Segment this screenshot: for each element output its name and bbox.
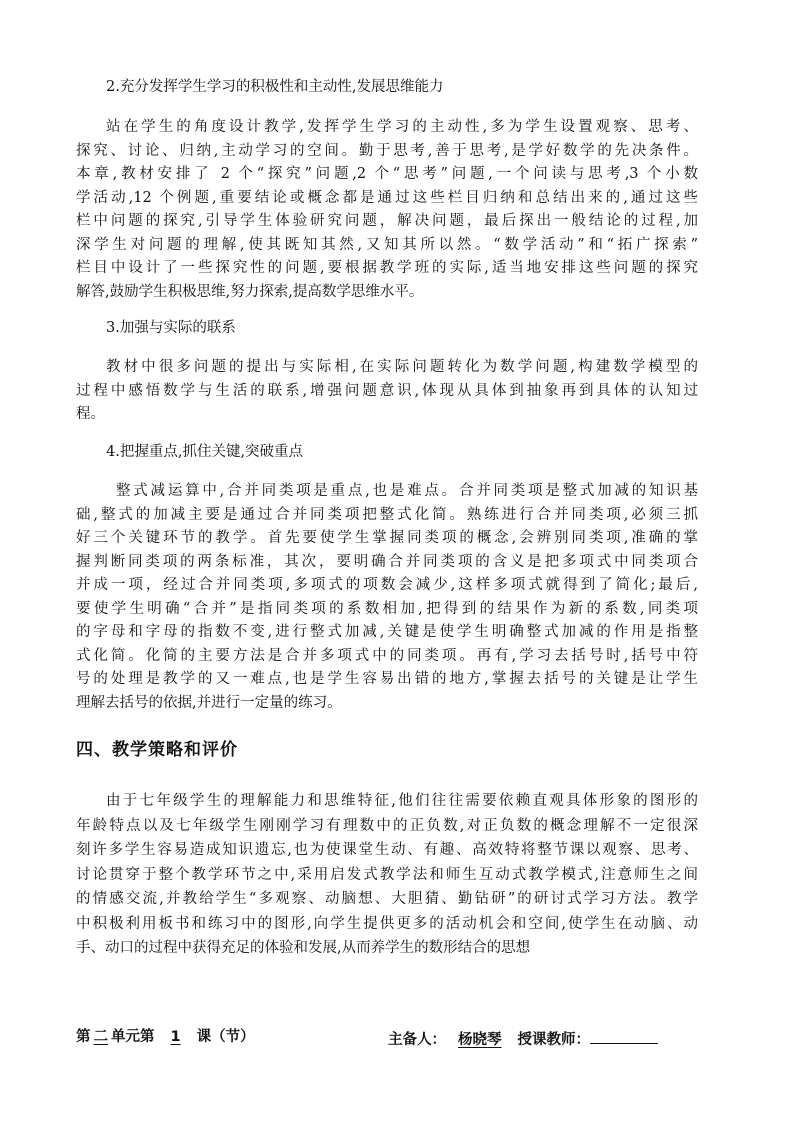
strategy-heading: 四、教学策略和评价 bbox=[76, 740, 238, 760]
paragraph-line: 本章,教材安排了 2 个“探究”问题,2 个“思考”问题,一个问读与思考,3 个小数 bbox=[76, 166, 698, 182]
section-2-paragraph bbox=[76, 116, 698, 304]
preparer-name: 杨晓琴 bbox=[458, 1032, 502, 1048]
section-3-heading: 3.加强与实际的联系 bbox=[106, 320, 236, 336]
teacher-name-field[interactable] bbox=[590, 1025, 658, 1044]
section-2-heading: 2.充分发挥学生学习的积极性和主动性,发展思维能力 bbox=[106, 79, 444, 95]
paragraph-line: 探究、讨论、归纳,主动学习的空间。勤于思考,善于思考,是学好数学的先决条件。 bbox=[76, 142, 698, 159]
paragraph-line: 并成一项，经过合并同类项,多项式的项数会减少,这样多项式就得到了简化;最后, bbox=[76, 577, 698, 593]
paragraph-line: 的情感交流,并教给学生“多观察、动脑想、大胆猜、勤钻研”的研讨式学习方法。教学 bbox=[76, 891, 698, 907]
lesson-footer bbox=[76, 1025, 716, 1049]
staff-info bbox=[388, 1025, 658, 1052]
paragraph-line: 学活动,12 个例题,重要结论或概念都是通过这些栏目归纳和总结出来的,通过这些 bbox=[76, 189, 698, 206]
paragraph-line: 中积极利用板书和练习中的图形,向学生提供更多的活动机会和空间,使学生在动脑、动 bbox=[76, 915, 698, 932]
lesson-number: 1 bbox=[170, 1029, 181, 1045]
paragraph-line: 栏中问题的探究,引导学生体验研究问题，解决问题，最后探出一般结论的过程,加 bbox=[76, 213, 698, 229]
strategy-paragraph bbox=[76, 789, 698, 961]
paragraph-line: 程。 bbox=[76, 406, 105, 422]
section-4-heading: 4.把握重点,抓住关键,突破重点 bbox=[106, 444, 304, 460]
paragraph-line: 握判断同类项的两条标准，其次，要明确合并同类项的含义是把多项式中同类项合 bbox=[76, 553, 698, 570]
paragraph-line: 手、动口的过程中获得充足的体验和发展,从而养学生的数形结合的思想 bbox=[76, 940, 531, 956]
paragraph-line: 解答,鼓励学生积极思维,努力探索,提高数学思维水平。 bbox=[76, 283, 424, 300]
paragraph-line: 整式减运算中,合并同类项是重点,也是难点。合并同类项是整式加减的知识基 bbox=[116, 483, 698, 499]
paragraph-line: 教材中很多问题的提出与实际相,在实际问题转化为数学问题,构建数学模型的 bbox=[106, 359, 698, 375]
paragraph-line: 础,整式的加减主要是通过合并同类项把整式化简。熟练进行合并同类项,必须三抓 bbox=[76, 506, 698, 523]
paragraph-line: 式化简。化简的主要方法是合并多项式中的同类项。再有,学习去括号时,括号中符 bbox=[76, 647, 698, 664]
paragraph-line: 过程中感悟数学与生活的联系,增强问题意识,体现从具体到抽象再到具体的认知过 bbox=[76, 382, 698, 399]
paragraph-line: 号的处理是教学的又一难点,也是学生容易出错的地方,掌握去括号的关键是让学生 bbox=[76, 671, 698, 687]
paragraph-line: 年龄特点以及七年级学生刚刚学习有理数中的正负数,对正负数的概念理解不一定很深 bbox=[76, 817, 698, 834]
section-4-paragraph bbox=[76, 480, 698, 715]
paragraph-line: 的字母和字母的指数不变,进行整式加减,关键是使学生明确整式加减的作用是指整 bbox=[76, 624, 698, 640]
unit-lesson-info bbox=[76, 1025, 255, 1049]
paragraph-line: 站在学生的角度设计教学,发挥学生学习的主动性,多为学生设置观察、思考、 bbox=[106, 119, 698, 135]
unit-label: 单元第 bbox=[111, 1029, 155, 1045]
paragraph-line: 理解去括号的依据,并进行一定量的练习。 bbox=[76, 694, 342, 711]
preparer-label: 主备人： bbox=[388, 1032, 446, 1048]
teacher-label: 授课教师： bbox=[517, 1032, 590, 1048]
paragraph-line: 好三个关键环节的教学。首先要使学生掌握同类项的概念,会辨别同类项,准确的掌 bbox=[76, 530, 698, 546]
paragraph-line: 由于七年级学生的理解能力和思维特征,他们往往需要依赖直观具体形象的图形的 bbox=[106, 793, 698, 809]
section-3-paragraph bbox=[76, 356, 698, 427]
paragraph-line: 栏目中设计了一些探究性的问题,要根据教学班的实际,适当地安排这些问题的探究 bbox=[76, 260, 698, 276]
paragraph-line: 要使学生明确“合并”是指同类项的系数相加,把得到的结果作为新的系数,同类项 bbox=[76, 600, 698, 617]
lesson-label: 课（节） bbox=[196, 1029, 255, 1045]
footer-prefix: 第 bbox=[76, 1029, 91, 1045]
paragraph-line: 讨论贯穿于整个教学环节之中,采用启发式教学法和师生互动式教学模式,注意师生之间 bbox=[76, 866, 698, 883]
paragraph-line: 深学生对问题的理解,使其既知其然,又知其所以然。“数学活动”和“拓广探索” bbox=[76, 236, 698, 253]
unit-number: 二 bbox=[93, 1029, 108, 1045]
paragraph-line: 刻许多学生容易造成知识遗忘,也为使课堂生动、有趣、高效特将整节课以观察、思考、 bbox=[76, 842, 698, 858]
